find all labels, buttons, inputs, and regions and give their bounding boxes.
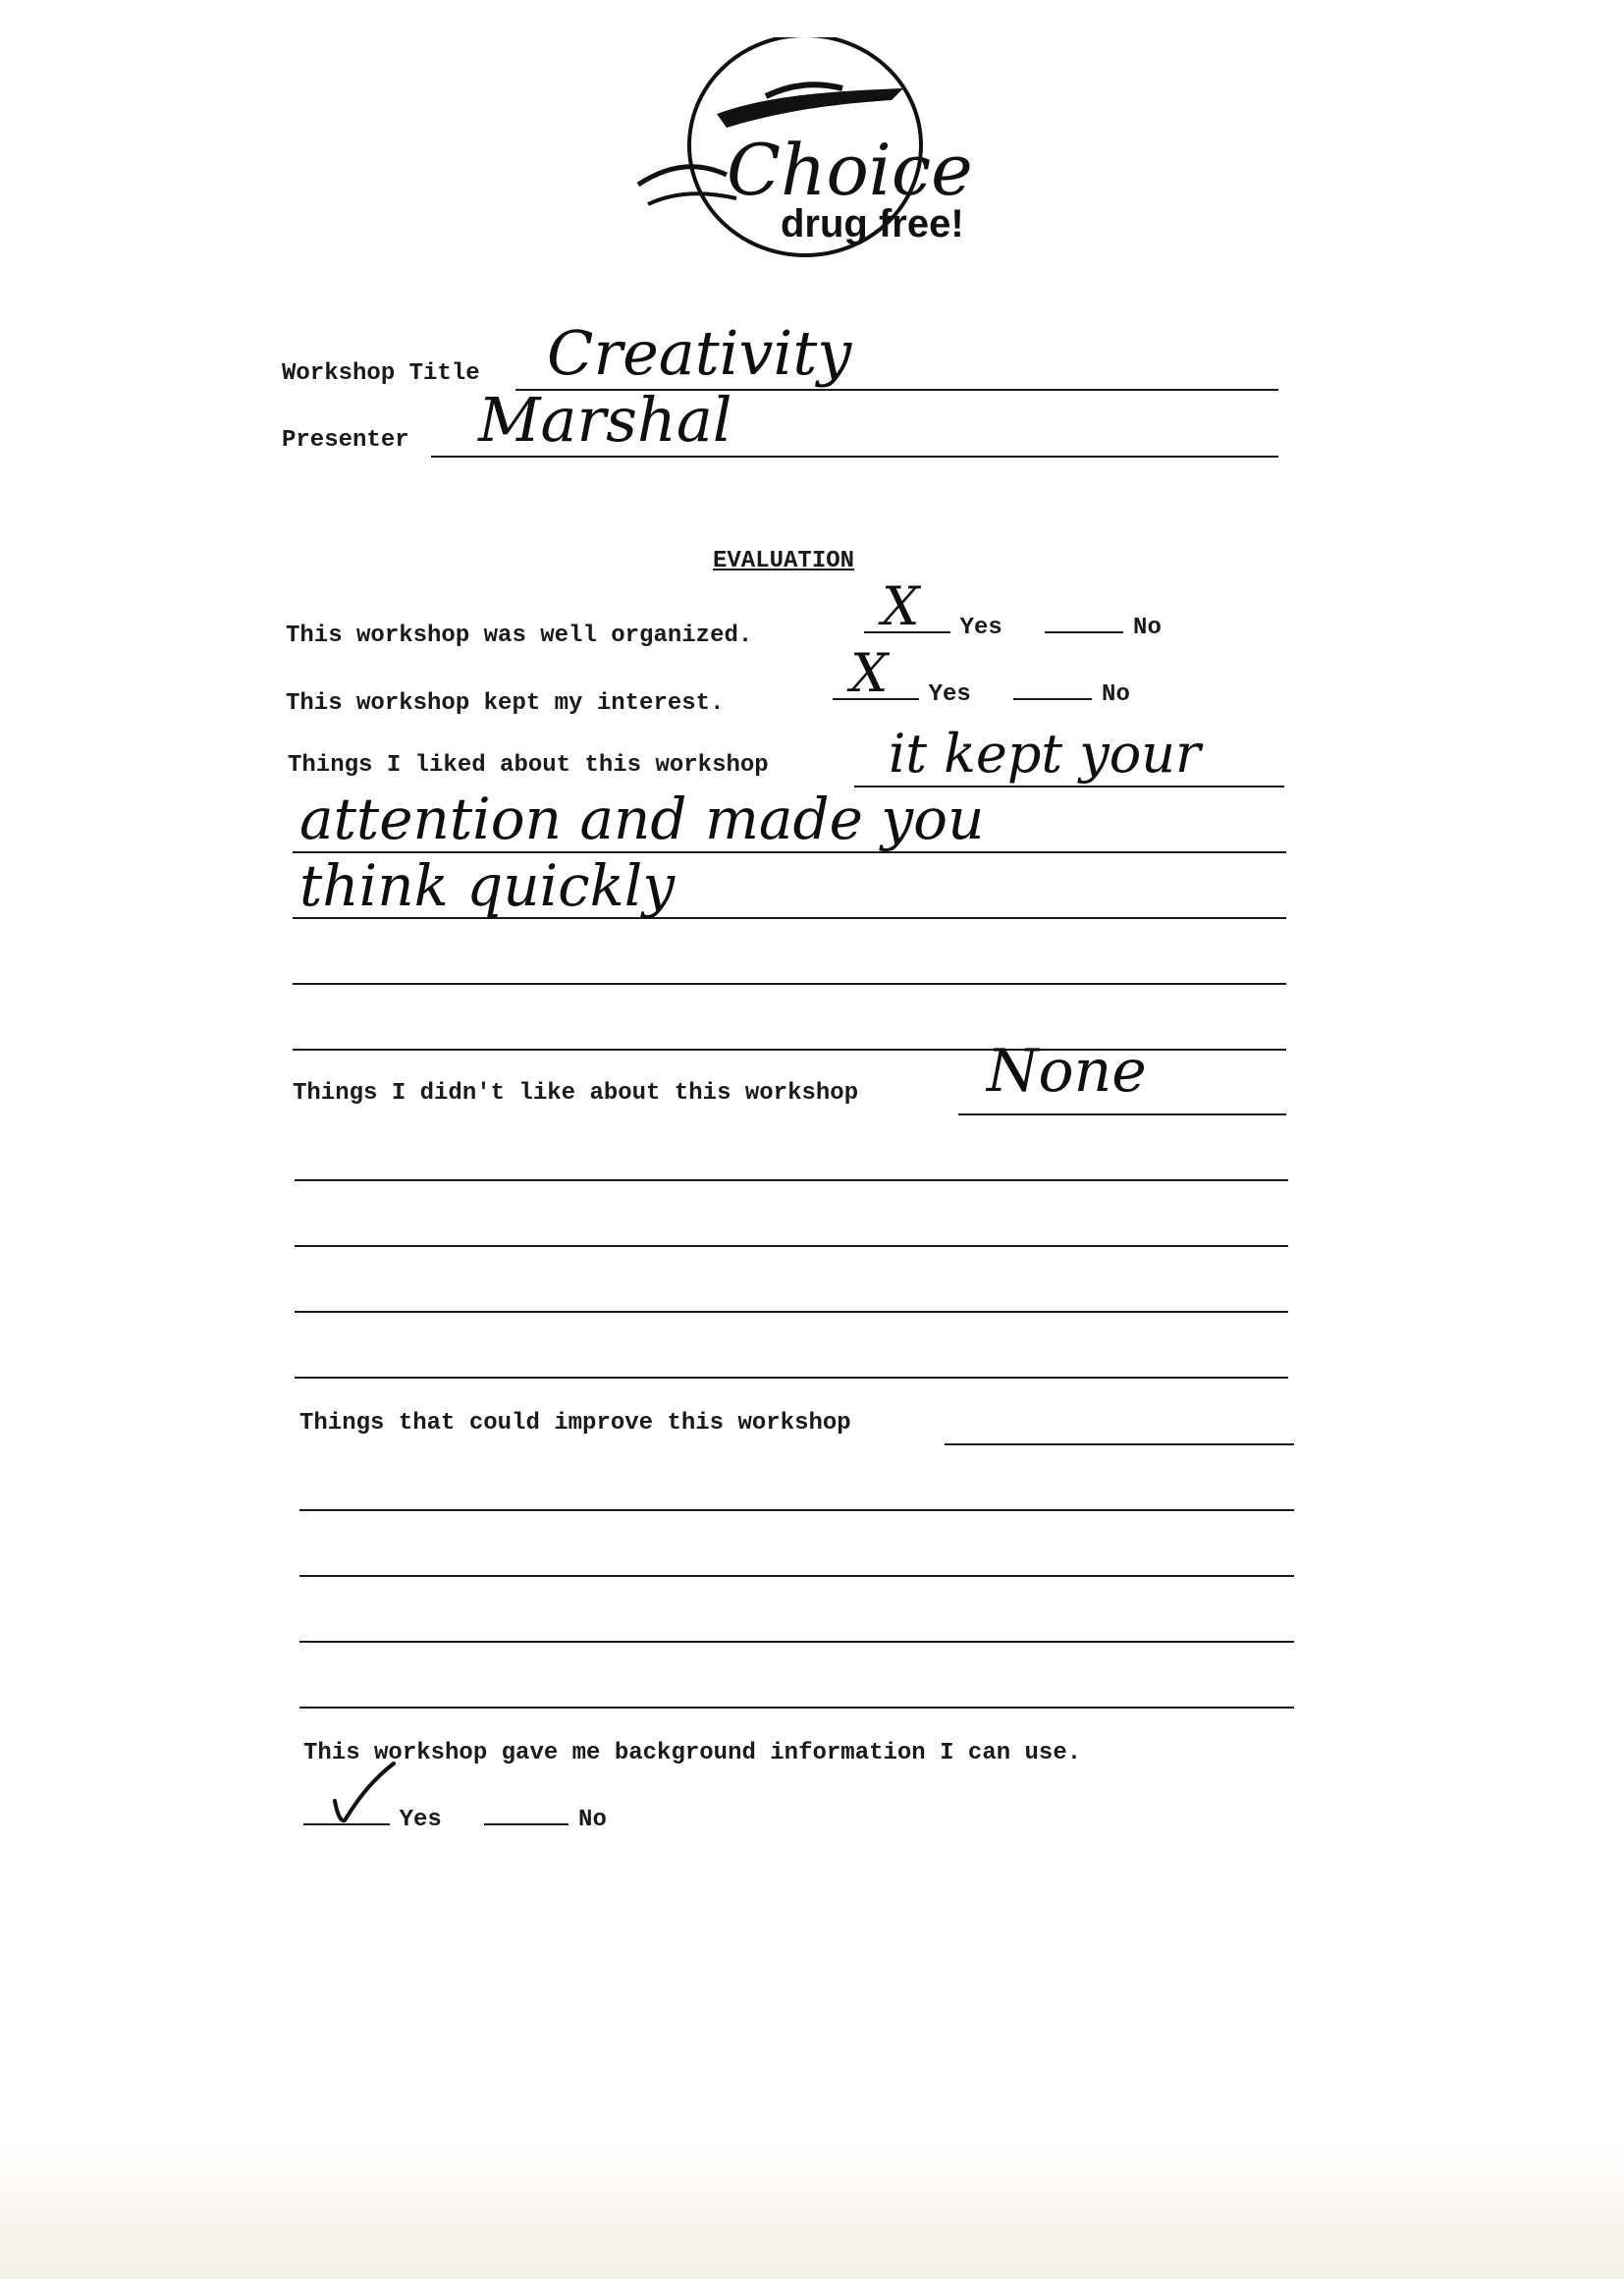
disliked-line-5[interactable] <box>295 1377 1288 1379</box>
q1-yes-blank[interactable] <box>864 575 950 637</box>
q1-yes-mark: X <box>882 575 920 637</box>
workshop-title-label: Workshop Title <box>282 360 480 387</box>
q1-yes-label: Yes <box>959 615 1002 641</box>
disliked-line-3[interactable] <box>295 1245 1288 1247</box>
q1-options <box>864 575 1195 654</box>
q2-options <box>833 642 1164 721</box>
presenter-label: Presenter <box>282 427 409 454</box>
liked-answer-3: think quickly <box>299 852 676 919</box>
disliked-line-2[interactable] <box>295 1179 1288 1181</box>
improve-line-2[interactable] <box>299 1509 1294 1511</box>
liked-answer-1: it kept your <box>889 723 1201 785</box>
disliked-line-4[interactable] <box>295 1311 1288 1313</box>
checkmark-icon <box>329 1758 398 1826</box>
q2-text: This workshop kept my interest. <box>286 690 725 717</box>
q2-no-blank[interactable] <box>1013 698 1092 700</box>
improve-line-4[interactable] <box>299 1641 1294 1643</box>
background-no-blank[interactable] <box>484 1823 568 1825</box>
q1-no-blank[interactable] <box>1045 631 1123 633</box>
improve-line-5[interactable] <box>299 1707 1294 1709</box>
background-no-label: No <box>578 1807 607 1833</box>
q1-text: This workshop was well organized. <box>286 623 753 649</box>
improve-label: Things that could improve this workshop <box>299 1410 851 1437</box>
presenter-line[interactable] <box>431 456 1278 458</box>
workshop-title-row <box>282 317 1278 391</box>
background-yes-label: Yes <box>399 1807 442 1833</box>
improve-line-3[interactable] <box>299 1575 1294 1577</box>
liked-line-4[interactable] <box>293 983 1286 985</box>
disliked-line-1[interactable] <box>958 1113 1286 1115</box>
improve-line-1[interactable] <box>945 1443 1294 1445</box>
presenter-row <box>282 384 1278 458</box>
disliked-label: Things I didn't like about this workshop <box>293 1080 859 1107</box>
logo-tagline: drug free! <box>781 202 964 245</box>
choice-logo <box>579 37 1011 283</box>
q2-no-label: No <box>1102 681 1130 708</box>
evaluation-title: EVALUATION <box>713 548 855 574</box>
q2-yes-label: Yes <box>928 681 971 708</box>
q1-no-label: No <box>1133 615 1162 641</box>
background-text: This workshop gave me background information I can use. <box>303 1740 1082 1766</box>
liked-label: Things I liked about this workshop <box>288 752 769 779</box>
presenter-value: Marshal <box>478 384 732 456</box>
logo-script: Choice <box>727 129 973 211</box>
q2-yes-blank[interactable] <box>833 642 919 704</box>
liked-answer-2: attention and made you <box>299 786 985 852</box>
workshop-title-value: Creativity <box>547 317 852 389</box>
disliked-answer-1: None <box>987 1037 1147 1106</box>
q2-yes-mark: X <box>850 642 889 704</box>
